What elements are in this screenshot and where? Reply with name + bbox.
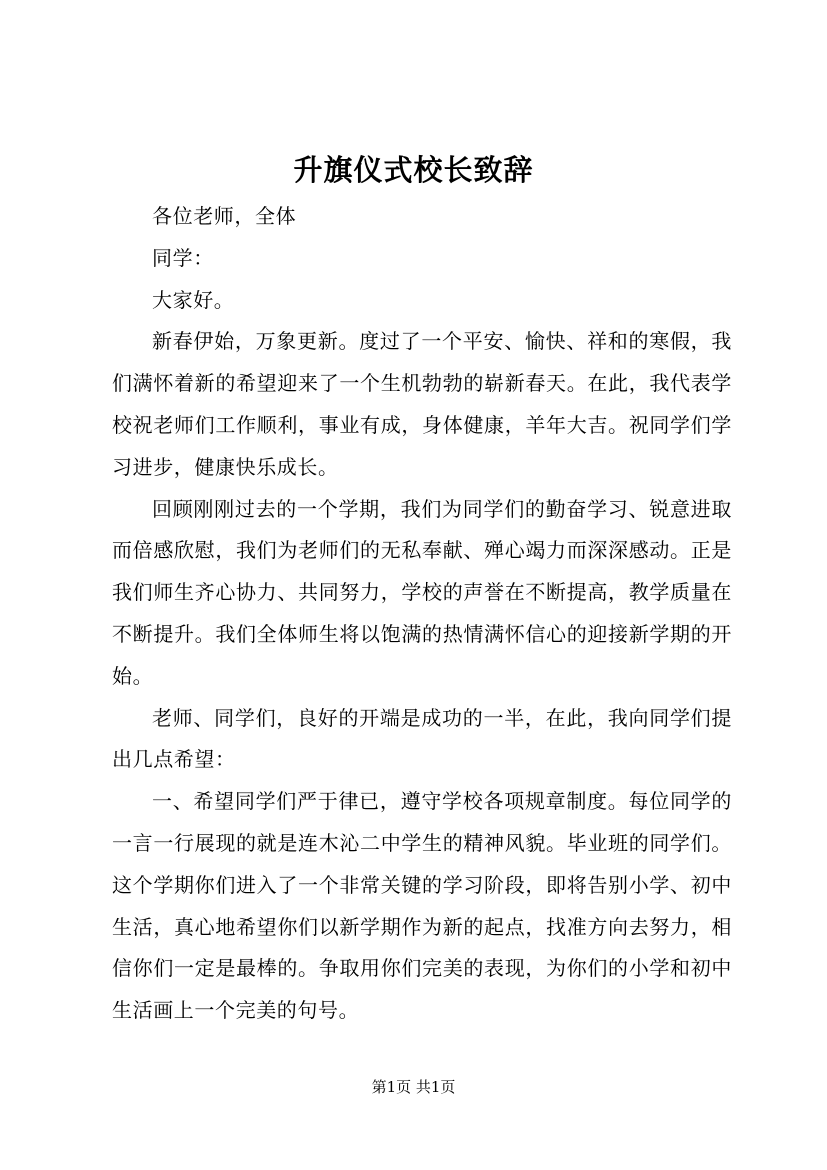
- document-title: 升旗仪式校长致辞: [293, 153, 534, 187]
- greeting-line-1: 各位老师，全体: [152, 204, 297, 228]
- paragraph-hopes-intro: 老师、同学们，良好的开端是成功的一半，在此，我向同学们提出几点希望：: [112, 705, 732, 772]
- page-footer: 第1页 共1页: [371, 1078, 456, 1096]
- paragraph-hope-one: 一、希望同学们严于律已，遵守学校各项规章制度。每位同学的一言一行展现的就是连木沁二中学生的精神风貌。毕业班的同学们。这个学期你们进入了一个非常关键的学习阶段，即将告别小学、初中生活，真心地希望你们以新学期作为新的起点，找准方向去努力，相信你们一定是最棒的。争取用你们完美的表现，为你们的小学和初中生活画上一个完美的句号。: [112, 789, 732, 1023]
- paragraph-review: 回顾刚刚过去的一个学期，我们为同学们的勤奋学习、锐意进取而倍感欣慰，我们为老师们的无私奉献、殚心竭力而深深感动。正是我们师生齐心协力、共同努力，学校的声誉在不断提高，教学质量在不断提升。我们全体师生将以饱满的热情满怀信心的迎接新学期的开始。: [112, 496, 732, 688]
- paragraph-new-year: 新春伊始，万象更新。度过了一个平安、愉快、祥和的寒假，我们满怀着新的希望迎来了一个生机勃勃的崭新春天。在此，我代表学校祝老师们工作顺利，事业有成，身体健康，羊年大吉。祝同学们学习进步，健康快乐成长。: [112, 329, 732, 479]
- greeting-line-2: 同学：: [152, 245, 214, 270]
- salutation: 大家好。: [152, 287, 235, 312]
- document-body: [112, 196, 732, 1032]
